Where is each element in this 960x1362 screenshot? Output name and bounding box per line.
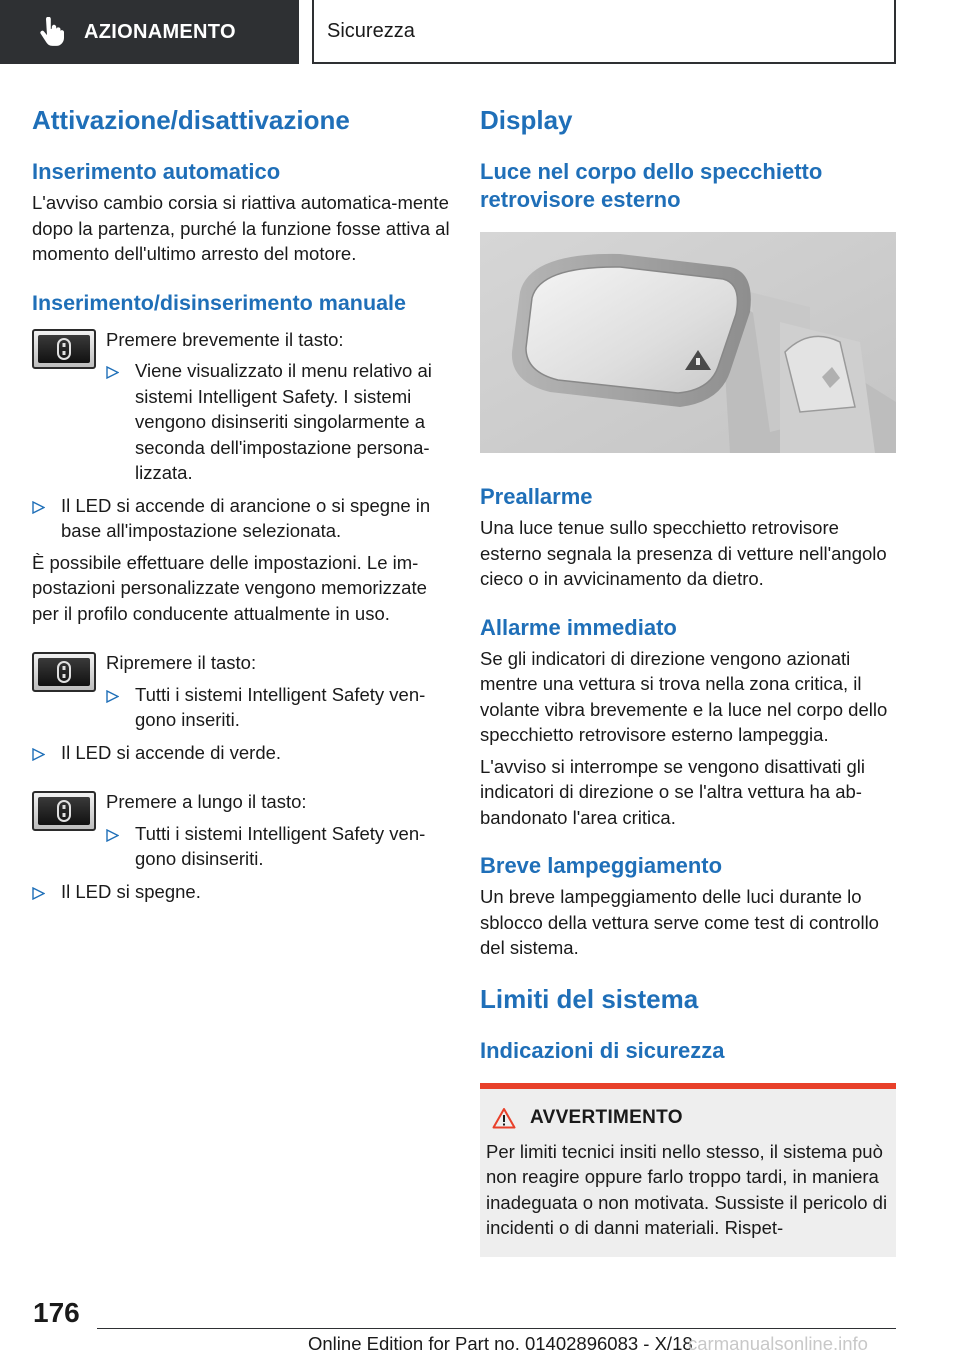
safety-heading: Indicazioni di sicurezza [480, 1037, 725, 1063]
flash-heading: Breve lampeggiamento [480, 853, 723, 878]
left-column [32, 96, 452, 904]
step3-text: Premere a lungo il tasto: [106, 791, 307, 812]
immediate-text-2: L'avviso si interrompe se vengono disattivati gli indicatori di direzione o se l'altra vettura ha ab-bandonato l'area critica. [480, 755, 866, 828]
list-item: Il LED si accende di verde. [32, 740, 452, 766]
list-item: Tutti i sistemi Intelligent Safety ven-gono inseriti. [106, 682, 452, 733]
mirror-heading: Luce nel corpo dello specchietto retrovisore esterno [480, 159, 823, 212]
limits-title: Limiti del sistema [480, 983, 699, 1014]
bullet-triangle-icon [32, 748, 45, 761]
manual-heading: Inserimento/disinserimento manuale [32, 290, 406, 315]
prealarm-heading: Preallarme [480, 484, 593, 509]
footer-edition: Online Edition for Part no. 01402896083 - X/18 [308, 1333, 693, 1354]
step-long-press [32, 789, 452, 872]
warning-box [480, 1083, 896, 1257]
footer-watermark: carmanualsonline.info [688, 1333, 868, 1354]
chapter-label: AZIONAMENTO [84, 20, 236, 43]
page-number: 176 [33, 1297, 80, 1328]
side-mirror-illustration [480, 232, 896, 453]
bullet-triangle-icon [106, 829, 119, 842]
step1-text: Premere brevemente il tasto: [106, 328, 344, 350]
section-title: Attivazione/disattivazione [32, 105, 350, 135]
immediate-text-1: Se gli indicatori di direzione vengono azionati mentre una vettura si trova nella zona critica, il volante vibra brevemente e la luce nel corpo dello specchietto retrovisore esterno lampeggia. [480, 647, 888, 745]
display-title: Display [480, 105, 573, 135]
auto-text: L'avviso cambio corsia si riattiva automatica-mente dopo la partenza, purché la funzione fosse attiva al momento dell'ultimo arresto del motore. [32, 192, 450, 264]
intelligent-safety-button-icon [32, 791, 96, 831]
step-press-again [32, 650, 452, 733]
bullet-triangle-icon [106, 366, 119, 379]
immediate-heading: Allarme immediato [480, 614, 677, 640]
warning-triangle-icon [492, 1107, 516, 1129]
bullet-triangle-icon [32, 501, 45, 514]
right-column [480, 96, 896, 1257]
list-item: Il LED si spegne. [32, 879, 452, 905]
step-short-press [32, 327, 452, 486]
list-item: Viene visualizzato il menu relativo ai sistemi Intelligent Safety. I sistemi vengono disinseriti singolarmente a seconda dell'impostazione persona-lizzata. [106, 358, 452, 486]
warning-title: AVVERTIMENTO [530, 1106, 683, 1128]
intelligent-safety-button-icon [32, 652, 96, 692]
section-label: Sicurezza [312, 0, 896, 64]
list-item: Tutti i sistemi Intelligent Safety ven-gono disinseriti. [106, 821, 452, 872]
settings-note: È possibile effettuare delle impostazioni. Le im-postazioni personalizzate vengono memorizzate per il profilo conducente attualmente in uso. [32, 551, 427, 624]
list-item: Il LED si accende di arancione o si spegne in base all'impostazione selezionata. [32, 493, 452, 544]
flash-text: Un breve lampeggiamento delle luci durante lo sblocco della vettura serve come test di controllo del sistema. [480, 886, 879, 958]
bullet-triangle-icon [32, 887, 45, 900]
intelligent-safety-button-icon [32, 329, 96, 369]
step2-text: Ripremere il tasto: [106, 652, 257, 673]
warning-text: Per limiti tecnici insiti nello stesso, il sistema può non reagire oppure farlo troppo tardi, in maniera inadeguata o non motivata. Sussiste il pericolo di incidenti o di danni materiali. Rispet- [486, 1140, 888, 1238]
hand-pointer-icon [38, 17, 64, 47]
prealarm-text: Una luce tenue sullo specchietto retrovisore esterno segnala la presenza di vetture nell'angolo cieco o in avvicinamento da dietro. [480, 517, 887, 589]
bullet-triangle-icon [106, 690, 119, 703]
auto-heading: Inserimento automatico [32, 159, 281, 184]
chapter-tab [0, 0, 299, 64]
footer-divider [97, 1328, 896, 1329]
